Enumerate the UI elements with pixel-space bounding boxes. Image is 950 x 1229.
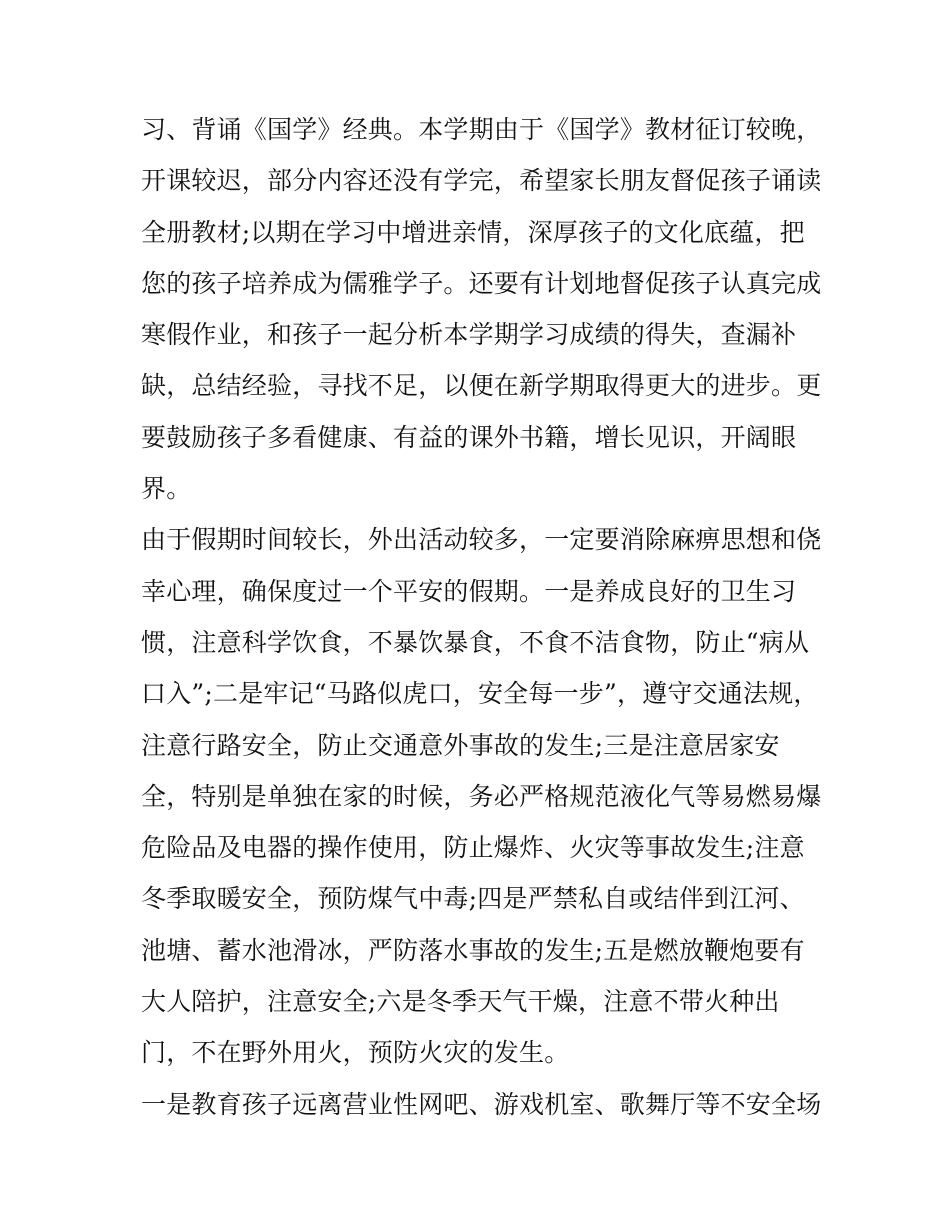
document-body <box>141 104 831 1130</box>
text-line: 缺，总结经验，寻找不足，以便在新学期取得更大的进步。更 <box>141 371 822 401</box>
text-line: 大人陪护，注意安全;六是冬季天气干燥，注意不带火种出 <box>141 987 780 1017</box>
text-line: 注意行路安全，防止交通意外事故的发生;三是注意居家安 <box>141 730 780 760</box>
text-line: 要鼓励孩子多看健康、有益的课外书籍，增长见识，开阔眼 <box>141 422 797 452</box>
text-line: 寒假作业，和孩子一起分析本学期学习成绩的得失，查漏补 <box>141 320 797 350</box>
text-line: 您的孩子培养成为儒雅学子。还要有计划地督促孩子认真完成 <box>141 268 822 298</box>
text-line: 全册教材;以期在学习中增进亲情，深厚孩子的文化底蕴，把 <box>141 217 805 247</box>
text-line: 池塘、蓄水池滑冰，严防落水事故的发生;五是燃放鞭炮要有 <box>141 935 805 965</box>
text-line: 门，不在野外用火，预防火灾的发生。 <box>141 1038 570 1068</box>
text-line: 开课较迟，部分内容还没有学完，希望家长朋友督促孩子诵读 <box>141 166 822 196</box>
text-line: 全，特别是单独在家的时候，务必严格规范液化气等易燃易爆 <box>141 781 822 811</box>
text-line: 一是教育孩子远离营业性网吧、游戏机室、歌舞厅等不安全场 <box>141 1089 822 1119</box>
text-line: 幸心理，确保度过一个平安的假期。一是养成良好的卫生习 <box>141 576 797 606</box>
text-line: 危险品及电器的操作使用，防止爆炸、火灾等事故发生;注意 <box>141 833 805 863</box>
text-line: 惯，注意科学饮食，不暴饮暴食，不食不洁食物，防止“病从 <box>141 627 810 657</box>
text-line: 口入”;二是牢记“马路似虎口，安全每一步”，遵守交通法规， <box>141 679 819 709</box>
text-line: 由于假期时间较长，外出活动较多，一定要消除麻痹思想和侥 <box>141 525 822 555</box>
text-line: 界。 <box>141 474 192 504</box>
text-line: 冬季取暖安全，预防煤气中毒;四是严禁私自或结伴到江河、 <box>141 884 805 914</box>
text-line: 习、背诵《国学》经典。本学期由于《国学》教材征订较晚， <box>141 115 822 144</box>
